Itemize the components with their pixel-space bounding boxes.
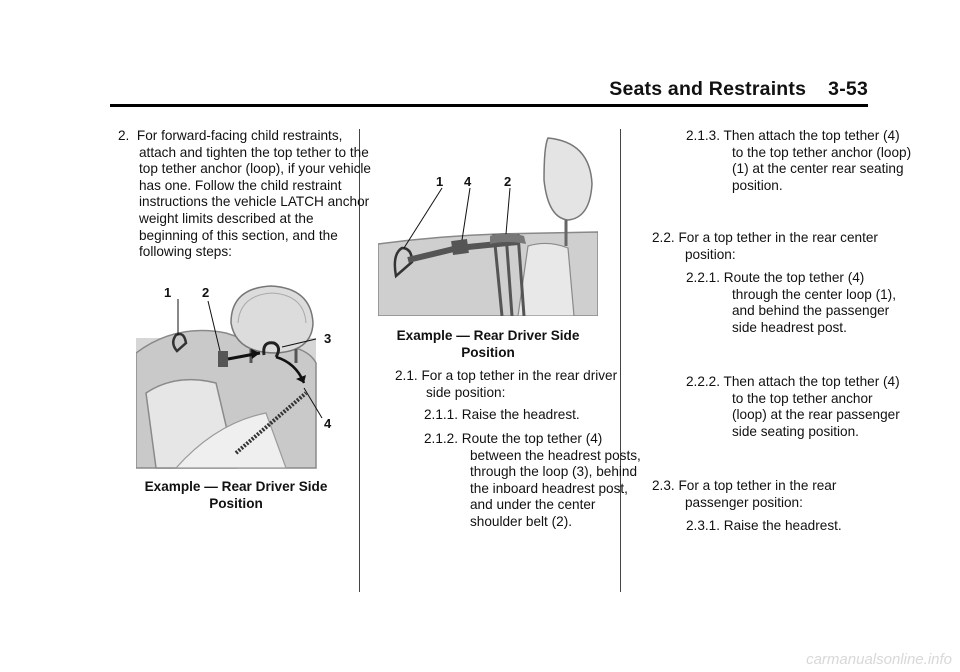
step-2-2-1: 2.2.1. Route the top tether (4) through the center loop (1), and behind the passenger side headrest post. [686, 270, 896, 335]
figure-seat-side-view [378, 136, 598, 316]
header-rule [110, 104, 868, 107]
figure-2-caption: Example — Rear Driver Side Position [396, 328, 580, 360]
step-2-1-2: 2.1.2. Route the top tether (4) between the headrest posts, through the loop (3), behind the inboard headrest post, and under the center shoulder belt (2). [424, 431, 641, 529]
callout-2: 2 [504, 174, 512, 189]
page-number: 3-53 [828, 78, 868, 100]
callout-4: 4 [324, 416, 332, 431]
step-2-text: For forward-facing child restraints, attach and tighten the top tether to the top tether anchor (loop), if your vehicle has one. Follow the child restraint instructions the vehicle LATCH anchor weight limits described at the beginning of this section, and the following steps: [136, 128, 371, 260]
figure-1-caption: Example — Rear Driver Side Position [144, 479, 328, 511]
section-title: Seats and Restraints [609, 78, 807, 100]
step-2-number: 2. [118, 128, 130, 143]
step-2-1-3: 2.1.3. Then attach the top tether (4) to the top tether anchor (loop) (1) at the center rear seating position. [686, 128, 912, 193]
watermark: carmanualsonline.info [806, 651, 952, 668]
step-2-2-2: 2.2.2. Then attach the top tether (4) to the top tether anchor (loop) at the rear passenger side seating position. [686, 374, 900, 439]
callout-4: 4 [464, 174, 472, 189]
page-header [110, 78, 868, 104]
callout-3: 3 [324, 331, 332, 346]
header-text [609, 78, 868, 101]
callout-1: 1 [436, 174, 444, 189]
step-2-1: 2.1. For a top tether in the rear driver side position: [395, 368, 618, 400]
step-2-3-1: 2.3.1. Raise the headrest. [686, 518, 842, 533]
step-2-2: 2.2. For a top tether in the rear center position: [652, 230, 878, 262]
step-2-1-1: 2.1.1. Raise the headrest. [424, 407, 580, 422]
figure-seat-rear-view [136, 283, 342, 469]
step-2-paragraph [118, 128, 375, 261]
callout-2: 2 [202, 285, 210, 300]
callout-1: 1 [164, 285, 172, 300]
step-2-3: 2.3. For a top tether in the rear passenger position: [652, 478, 837, 510]
